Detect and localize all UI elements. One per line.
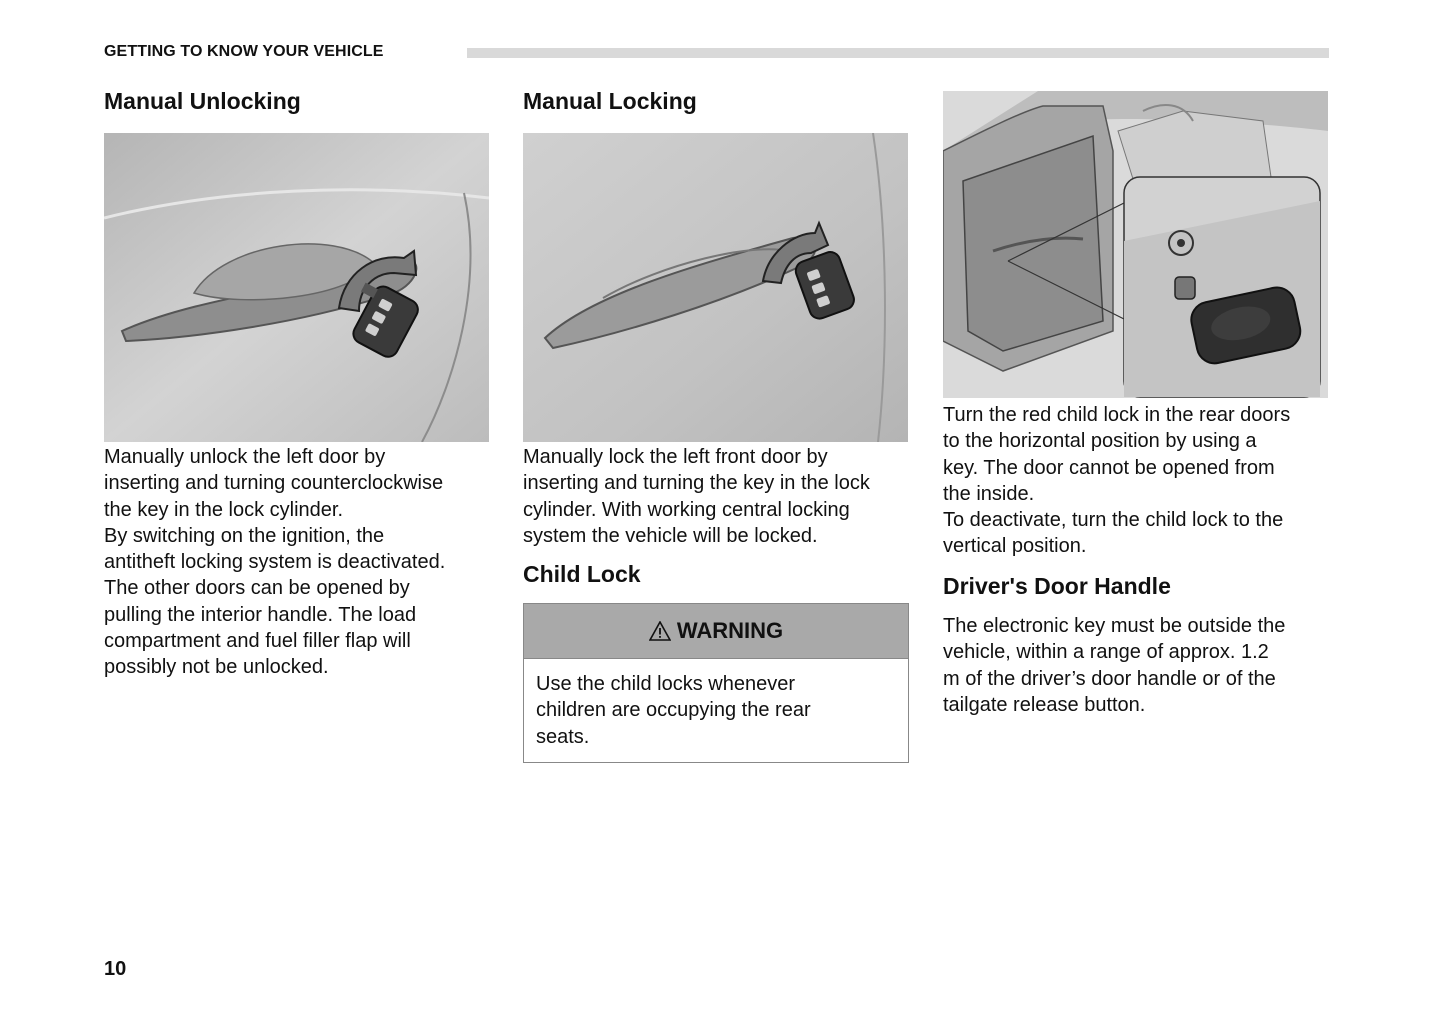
text-line: compartment and fuel filler flap will bbox=[104, 630, 411, 653]
rear-door-child-lock-illustration bbox=[943, 91, 1328, 398]
page-number: 10 bbox=[104, 958, 127, 980]
text-line: the key in the lock cylinder. bbox=[104, 498, 344, 521]
manual-unlocking-heading: Manual Unlocking bbox=[104, 88, 301, 114]
text-line: inserting and turning counterclockwise bbox=[104, 472, 444, 495]
text-line: Use the child locks whenever bbox=[536, 673, 796, 695]
text-line: Manually lock the left front door by bbox=[523, 446, 828, 468]
warning-header bbox=[524, 604, 908, 659]
text-line: seats. bbox=[536, 725, 590, 748]
text-line: system the vehicle will be locked. bbox=[523, 524, 818, 547]
warning-text bbox=[524, 659, 908, 762]
child-lock-figure bbox=[943, 91, 1328, 398]
text-line: inserting and turning the key in the lock bbox=[523, 472, 870, 495]
drivers-door-handle-heading: Driver's Door Handle bbox=[943, 573, 1171, 599]
text-line: vertical position. bbox=[943, 535, 1087, 558]
warning-box bbox=[523, 603, 909, 763]
manual-locking-heading: Manual Locking bbox=[523, 88, 697, 114]
manual-locking-figure bbox=[523, 133, 908, 442]
text-line: Manually unlock the left door by bbox=[104, 446, 386, 468]
manual-unlocking-figure bbox=[104, 133, 489, 442]
text-line: The other doors can be opened by bbox=[104, 577, 410, 600]
text-line: antitheft locking system is deactivated. bbox=[104, 551, 446, 574]
text-line: pulling the interior handle. The load bbox=[104, 603, 417, 626]
text-line: tailgate release button. bbox=[943, 693, 1146, 716]
text-line: vehicle, within a range of approx. 1.2 bbox=[943, 641, 1269, 664]
text-line: the inside. bbox=[943, 482, 1035, 505]
manual-locking-text bbox=[523, 444, 908, 549]
text-line: key. The door cannot be opened from bbox=[943, 456, 1275, 479]
child-lock-heading: Child Lock bbox=[523, 561, 641, 587]
header-rule bbox=[467, 48, 1329, 58]
text-line: Turn the red child lock in the rear doors bbox=[943, 404, 1291, 426]
text-line: to the horizontal position by using a bbox=[943, 430, 1257, 453]
text-line: To deactivate, turn the child lock to the bbox=[943, 509, 1284, 532]
section-title: GETTING TO KNOW YOUR VEHICLE bbox=[104, 43, 384, 60]
text-line: The electronic key must be outside the bbox=[943, 615, 1286, 637]
door-handle-lock-illustration bbox=[523, 133, 908, 442]
text-line: m of the driver’s door handle or of the bbox=[943, 667, 1276, 690]
warning-label: WARNING bbox=[676, 618, 784, 643]
manual-unlocking-text bbox=[104, 444, 489, 681]
drivers-door-handle-text bbox=[943, 613, 1333, 718]
text-line: children are occupying the rear bbox=[536, 699, 811, 722]
text-line: By switching on the ignition, the bbox=[104, 524, 385, 547]
text-line: cylinder. With working central locking bbox=[523, 498, 850, 521]
door-handle-unlock-illustration bbox=[104, 133, 489, 442]
child-lock-text bbox=[943, 402, 1333, 560]
text-line: possibly not be unlocked. bbox=[104, 656, 329, 679]
warning-triangle-icon bbox=[649, 621, 671, 641]
